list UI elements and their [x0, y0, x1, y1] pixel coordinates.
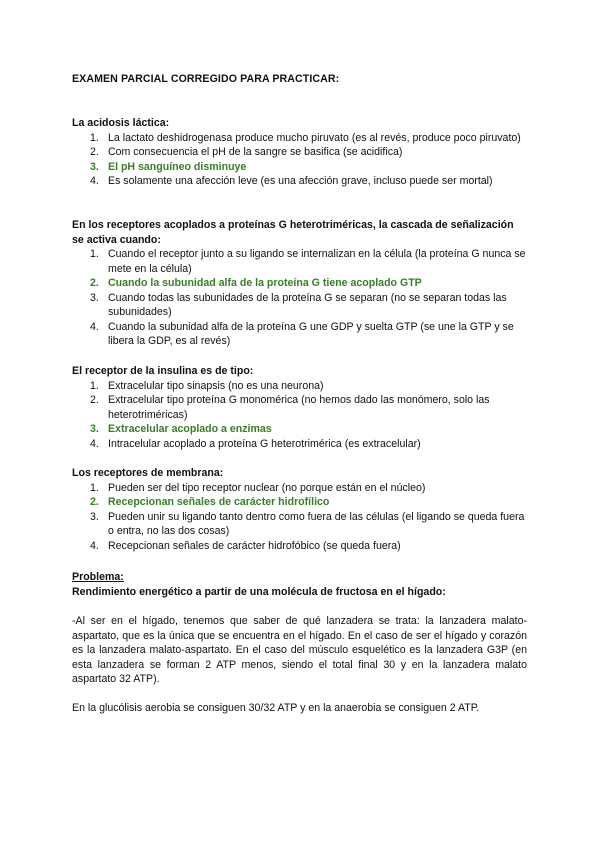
option-item	[72, 539, 527, 554]
option-number: 1.	[90, 131, 99, 144]
option-number: 2.	[90, 146, 99, 158]
option-item	[72, 437, 527, 452]
option-item	[72, 393, 527, 422]
option-number: 2.	[90, 277, 99, 289]
option-text: Extracelular acoplado a enzimas	[108, 423, 272, 435]
option-text: El pH sanguíneo disminuye	[108, 160, 247, 173]
option-item	[72, 510, 527, 539]
option-item	[72, 145, 527, 160]
option-number: 3.	[90, 160, 99, 173]
question-1-options	[72, 131, 527, 189]
question-4	[72, 466, 527, 553]
option-text: La lactato deshidrogenasa produce mucho piruvato (es al revés, produce poco piruvato)	[108, 131, 521, 144]
option-number: 3.	[90, 291, 99, 304]
question-4-text: Los receptores de membrana:	[72, 467, 224, 479]
option-text: Recepcionan señales de carácter hidrofílico	[108, 496, 330, 508]
question-1	[72, 116, 527, 189]
problem-paragraph-2: En la glucólisis aerobia se consiguen 30/32 ATP y en la anaerobia se consiguen 2 ATP.	[72, 702, 480, 714]
option-text: Pueden unir su ligando tanto dentro como fuera de las células (el ligando se queda fuera o entra, no las dos cosas)	[108, 510, 525, 537]
option-item	[72, 320, 527, 349]
question-2	[72, 218, 527, 349]
option-item-correct	[72, 160, 527, 175]
question-2-text: En los receptores acoplados a proteínas G heterotriméricas, la cascada de señalización se activa cuando:	[72, 219, 514, 246]
option-number: 2.	[90, 496, 99, 508]
question-2-options	[72, 247, 527, 349]
option-item-correct	[72, 495, 527, 510]
option-number: 1.	[90, 379, 99, 392]
option-number: 3.	[90, 423, 99, 435]
option-number: 3.	[90, 510, 99, 523]
option-item	[72, 247, 527, 276]
option-item	[72, 481, 527, 496]
option-item	[72, 379, 527, 394]
problem-section	[72, 570, 527, 599]
question-3-text: El receptor de la insulina es de tipo:	[72, 365, 254, 377]
option-item	[72, 291, 527, 320]
option-number: 2.	[90, 394, 99, 406]
question-3	[72, 364, 527, 451]
option-text: Intracelular acoplado a proteína G heterotrimérica (es extracelular)	[108, 437, 421, 450]
option-number: 1.	[90, 248, 99, 260]
option-number: 1.	[90, 481, 99, 494]
option-item-correct	[72, 276, 527, 291]
problem-paragraph-1: -Al ser en el hígado, tenemos que saber de qué lanzadera se trata: la lanzadera malato-aspartato, que es la única que se encuentra en el hígado. En el caso de ser el hígado y corazón es la lanzadera malato-aspartato. En el caso del músculo esquelético es la lanzadera G3P (en esta lanzadera se forman 2 ATP menos, siendo el total final 30 y en la lanzadera malato aspartato 32 ATP).	[72, 615, 527, 685]
exam-title: EXAMEN PARCIAL CORREGIDO PARA PRACTICAR:	[72, 73, 340, 85]
option-number: 4.	[90, 437, 99, 450]
problem-heading: Rendimiento energético a partir de una molécula de fructosa en el hígado:	[72, 585, 446, 598]
option-number: 4.	[90, 539, 99, 552]
option-text: Cuando la subunidad alfa de la proteína G une GDP y suelta GTP (se une la GTP y se libera la GDP, es al revés)	[108, 320, 514, 347]
option-text: Com consecuencia el pH de la sangre se basifica (se acidifica)	[108, 146, 403, 158]
option-number: 4.	[90, 175, 99, 187]
option-text: Es solamente una afección leve (es una afección grave, incluso puede ser mortal)	[108, 175, 493, 187]
option-text: Recepcionan señales de carácter hidrofóbico (se queda fuera)	[108, 539, 401, 552]
option-item-correct	[72, 422, 527, 437]
option-item	[72, 174, 527, 189]
option-text: Pueden ser del tipo receptor nuclear (no porque están en el núcleo)	[108, 481, 426, 494]
option-text: Extracelular tipo proteína G monomérica (no hemos dado las monómero, solo las heterotriméricas)	[108, 394, 490, 421]
question-3-options	[72, 379, 527, 452]
option-text: Cuando todas las subunidades de la proteína G se separan (no se separan todas las subunidades)	[108, 291, 507, 318]
problem-label: Problema:	[72, 571, 124, 583]
option-text: Extracelular tipo sinapsis (no es una neurona)	[108, 379, 324, 392]
option-number: 4.	[90, 320, 99, 333]
question-4-options	[72, 481, 527, 554]
option-item	[72, 131, 527, 146]
question-1-text: La acidosis láctica:	[72, 117, 170, 129]
option-text: Cuando la subunidad alfa de la proteína G tiene acoplado GTP	[108, 277, 422, 289]
option-text: Cuando el receptor junto a su ligando se internalizan en la célula (la proteína G nunca se mete en la célula)	[108, 248, 526, 275]
